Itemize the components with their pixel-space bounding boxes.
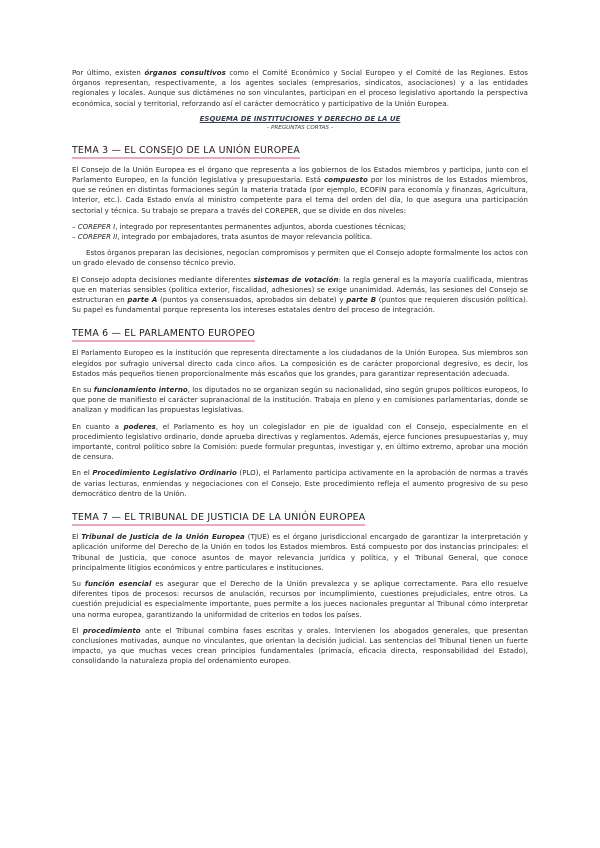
text-run: , el Parlamento es hoy un colegislador en pie de igualdad con el Consejo, especialmente en el procedimiento legislativo ordinario, donde aprueba directivas y reglamentos. Además, ejerce funciones presupuestarias y, muy importante, control político sobre la Comisión: puede formular preguntas, investigar y, en último extremo, aprobar una moción de censura.: [72, 422, 528, 462]
text-run: , integrado por representantes permanentes adjuntos, aborda cuestiones técnicas;: [115, 222, 407, 231]
emphasized-term: procedimiento: [82, 626, 141, 635]
tema7-paragraph-3: [72, 626, 528, 667]
emphasized-term: Tribunal de Justicia de la Unión Europea: [81, 533, 245, 542]
text-run: El: [72, 533, 82, 542]
emphasized-term: COREPER II: [77, 233, 118, 242]
text-run: Por último, existen: [72, 69, 145, 77]
text-run: (TJUE) es el órgano jurisdiccional encargado de garantizar la interpretación y aplicación uniforme del Derecho de la Unión en todos los Estados miembros. Está compuesto por dos instancias principales: el Tribunal de Justicia, que conoce asuntos de mayor relevancia jurídica y política, y el Tribunal General, que conoce principalmente litigios económicos y entre particulares e instituciones.: [72, 533, 528, 572]
text-run: , los diputados no se organizan según su nacionalidad, sino según grupos políticos europeos, lo que pone de manifiesto el carácter supranacional de la institución. Trabaja en pleno y en comisiones parlamentarias, donde se analizan y modifican las propuestas legislativas.: [72, 386, 528, 415]
tema3-paragraph-2: Estos órganos preparan las decisiones, negocian compromisos y permiten que el Consejo adopte formalmente los actos con un grado elevado de consenso técnico previo.: [72, 249, 528, 268]
emphasized-term: Procedimiento Legislativo Ordinario: [92, 469, 237, 478]
list-dash: –: [72, 222, 78, 231]
list-item: [72, 232, 528, 242]
text-run: En cuanto a: [72, 422, 124, 431]
tema6-paragraph-2: [72, 385, 528, 416]
text-run: por los ministros de los Estados miembros, que se reúnen en distintas formaciones según la materia tratada (por ejemplo, ECOFIN para economía y finanzas, Agricultura, Interior, etc.). Cada Estado envía al ministro competente para el tema del orden del día, lo que asegura una participación sectorial y técnica. Su trabajo se prepara a través del COREPER, que se divide en dos niveles:: [72, 176, 528, 215]
emphasized-term: funcionamiento interno: [93, 386, 188, 395]
scheme-subtitle: – PREGUNTAS CORTAS –: [266, 124, 334, 131]
text-run: : la regla general es la mayoría cualificada, mientras que en materias sensibles (política exterior, fiscalidad, adhesiones) se exige unanimidad. Además, las sesiones del Consejo se estructuran en: [72, 275, 528, 305]
text-run: El: [72, 626, 83, 635]
text-run: En su: [72, 386, 94, 395]
tema3-paragraph-1: [72, 165, 528, 216]
list-dash: –: [72, 233, 78, 242]
text-run: (puntos que requieren discusión política). Su papel es fundamental porque representa los intereses estatales dentro del proceso de integración.: [72, 296, 529, 315]
emphasized-term: función esencial: [84, 579, 152, 588]
coreper-list: [72, 222, 528, 242]
text-run: (puntos ya consensuados, aprobados sin debate) y: [157, 296, 347, 305]
section-heading-tema3: TEMA 3 — EL CONSEJO DE LA UNIÓN EUROPEA: [72, 145, 300, 159]
emphasized-term: compuesto: [324, 176, 368, 185]
emphasized-term: sistemas de votación: [253, 275, 339, 284]
tema6-paragraph-4: [72, 468, 528, 499]
emphasized-term: parte B: [346, 296, 377, 305]
emphasized-term: parte A: [127, 296, 158, 305]
list-item: [72, 222, 528, 232]
text-run: El Consejo adopta decisiones mediante diferentes: [72, 275, 254, 284]
tema6-paragraph-3: [72, 422, 528, 463]
text-run: como el Comité Económico y Social Europeo y el Comité de las Regiones. Estos órganos representan, respectivamente, a los agentes sociales (empresarios, sindicatos, asociaciones) y a las entidades regionales y locales. Aunque sus dictámenes no son vinculantes, participan en el proceso legislativo aportando la perspectiva económica, social y territorial, reforzando así el carácter democrático y participativo de la Unión Europea.: [72, 69, 528, 108]
emphasized-term: COREPER I: [77, 222, 116, 231]
section-heading-tema7: TEMA 7 — EL TRIBUNAL DE JUSTICIA DE LA UNIÓN EUROPEA: [72, 512, 365, 526]
tema7-paragraph-2: [72, 579, 528, 620]
text-run: Su: [72, 579, 85, 588]
text-run: (PLO), el Parlamento participa activamente en la aprobación de normas a través de varias lecturas, enmiendas y negociaciones con el Consejo. Este procedimiento refleja el aumento progresivo de su peso democrático dentro de la Unión.: [72, 469, 528, 498]
scheme-header: [72, 115, 528, 132]
text-run: ante el Tribunal combina fases escritas y orales. Intervienen los abogados generales, que presentan conclusiones motivadas, aunque no vinculantes, que orientan la decisión judicial. Las sentencias del Tribunal tienen un fuerte impacto, ya que muchas veces crean principios fundamentales (primacía, eficacia directa, responsabilidad del Estado), consolidando la naturaleza propia del ordenamiento europeo.: [72, 626, 529, 666]
intro-paragraph: [72, 68, 528, 109]
tema6-paragraph-1: El Parlamento Europeo es la institución que representa directamente a los ciudadanos de la Unión Europea. Sus miembros son elegidos por sufragio universal directo cada cinco años. La composición es de carácter proporcional degresivo, es decir, los Estados más pequeños tienen proporcionalmente más escaños que los grandes, para garantizar representación adecuada.: [72, 349, 528, 378]
text-run: es asegurar que el Derecho de la Unión prevalezca y se aplique correctamente. Para ello resuelve diferentes tipos de procesos: recursos de anulación, recursos por incumplimiento, cuestiones prejudiciales, entre otros. La cuestión prejudicial es especialmente importante, pues permite a los jueces nacionales preguntar al Tribunal cómo interpretar una norma europea, garantizando la uniformidad de criterios en todos los países.: [72, 579, 528, 619]
tema7-paragraph-1: [72, 532, 528, 573]
emphasized-term: órganos consultivos: [144, 69, 226, 77]
emphasized-term: poderes: [123, 422, 156, 431]
scheme-title: ESQUEMA DE INSTITUCIONES Y DERECHO DE LA UE: [199, 114, 401, 123]
text-run: , integrado por embajadores, trata asuntos de mayor relevancia política.: [117, 233, 373, 242]
section-heading-tema6: TEMA 6 — EL PARLAMENTO EUROPEO: [72, 328, 255, 342]
text-run: En el: [72, 469, 93, 478]
tema3-paragraph-3: [72, 275, 528, 316]
text-run: El Consejo de la Unión Europea es el órgano que representa a los gobiernos de los Estados miembros y participa, junto con el Parlamento Europeo, en la función legislativa y presupuestaria. Está: [72, 165, 528, 185]
